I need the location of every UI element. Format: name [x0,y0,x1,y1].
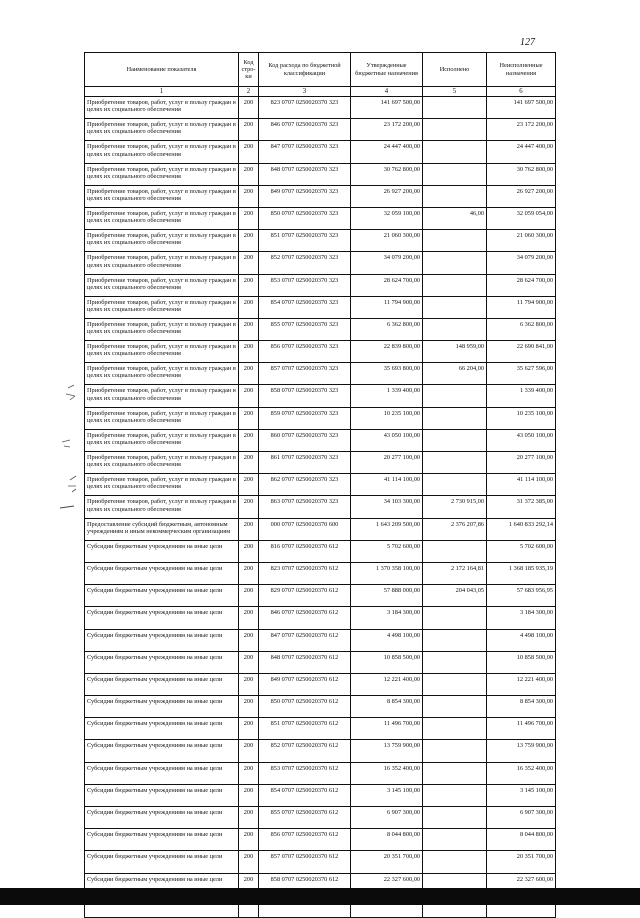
cell-unexecuted: 13 759 900,00 [487,740,556,762]
cell-unexecuted: 23 172 200,00 [487,119,556,141]
cell-unexecuted: 8 854 300,00 [487,696,556,718]
cell-line-code: 200 [239,207,259,229]
cell-executed [423,274,487,296]
cell-expense-code: 850 0707 0250020370 612 [259,696,351,718]
cell-approved: 3 145 100,00 [351,784,423,806]
cell-unexecuted: 6 362 800,00 [487,318,556,340]
cell-executed: 204 043,05 [423,585,487,607]
cell-name: Субсидии бюджетным учреждениям на иные цели [85,673,239,695]
cell-executed: 46,00 [423,207,487,229]
cell-line-code: 200 [239,385,259,407]
cell-name: Субсидии бюджетным учреждениям на иные цели [85,784,239,806]
table-row [85,851,556,873]
cell-unexecuted: 10 235 100,00 [487,407,556,429]
table-row [85,718,556,740]
cell-line-code: 200 [239,629,259,651]
table-row [85,318,556,340]
cell-expense-code: 848 0707 0250020370 323 [259,163,351,185]
table-body [85,97,556,918]
cell-line-code: 200 [239,562,259,584]
header-row [85,53,556,87]
cell-unexecuted: 20 277 100,00 [487,452,556,474]
cell-unexecuted: 24 447 400,00 [487,141,556,163]
cell-expense-code: 857 0707 0250020370 612 [259,851,351,873]
cell-unexecuted: 43 050 100,00 [487,429,556,451]
table-row [85,696,556,718]
cell-executed [423,119,487,141]
cell-unexecuted: 8 044 800,00 [487,829,556,851]
cell-unexecuted: 28 624 700,00 [487,274,556,296]
cell-name: Субсидии бюджетным учреждениям на иные цели [85,829,239,851]
cell-unexecuted: 1 339 400,00 [487,385,556,407]
cell-line-code: 200 [239,851,259,873]
cell-executed [423,540,487,562]
cell-approved: 35 693 800,00 [351,363,423,385]
cell-unexecuted: 41 114 100,00 [487,474,556,496]
cell-name: Субсидии бюджетным учреждениям на иные цели [85,585,239,607]
cell-expense-code: 846 0707 0250020370 612 [259,607,351,629]
cell-line-code: 200 [239,762,259,784]
cell-line-code: 200 [239,496,259,518]
cell-unexecuted: 22 690 841,00 [487,341,556,363]
cell-name: Субсидии бюджетным учреждениям на иные цели [85,851,239,873]
cell-unexecuted: 6 907 300,00 [487,807,556,829]
cell-executed: 148 959,00 [423,341,487,363]
cell-executed [423,407,487,429]
cell-name: Приобретение товаров, работ, услуг в пользу граждан в целях их социального обеспечения [85,385,239,407]
cell-executed [423,230,487,252]
table-row [85,474,556,496]
cell-executed [423,718,487,740]
column-number: 1 [85,87,239,97]
cell-name: Приобретение товаров, работ, услуг в пользу граждан в целях их социального обеспечения [85,363,239,385]
cell-approved: 3 184 300,00 [351,607,423,629]
cell-line-code: 200 [239,141,259,163]
cell-expense-code: 851 0707 0250020370 323 [259,230,351,252]
cell-unexecuted: 4 498 100,00 [487,629,556,651]
cell-unexecuted: 26 927 200,00 [487,185,556,207]
table-row [85,252,556,274]
column-number: 6 [487,87,556,97]
cell-name: Субсидии бюджетным учреждениям на иные цели [85,562,239,584]
cell-unexecuted: 3 184 300,00 [487,607,556,629]
cell-line-code: 200 [239,274,259,296]
cell-name: Субсидии бюджетным учреждениям на иные цели [85,607,239,629]
cell-approved: 12 221 400,00 [351,673,423,695]
cell-name: Приобретение товаров, работ, услуг в пользу граждан в целях их социального обеспечения [85,274,239,296]
cell-line-code: 200 [239,696,259,718]
cell-approved: 1 370 358 100,00 [351,562,423,584]
table-row [85,207,556,229]
header-expense-code: Код расхода по бюджетной классификации [259,53,351,87]
cell-executed [423,429,487,451]
cell-line-code: 200 [239,540,259,562]
table-row [85,740,556,762]
cell-name: Приобретение товаров, работ, услуг в пользу граждан в целях их социального обеспечения [85,119,239,141]
cell-line-code: 200 [239,318,259,340]
cell-approved: 8 854 300,00 [351,696,423,718]
cell-approved: 28 624 700,00 [351,274,423,296]
cell-expense-code: 829 0707 0250020370 612 [259,585,351,607]
cell-approved: 24 447 400,00 [351,141,423,163]
cell-line-code: 200 [239,807,259,829]
cell-unexecuted: 16 352 400,00 [487,762,556,784]
cell-line-code: 200 [239,119,259,141]
cell-line-code: 200 [239,784,259,806]
table-row [85,185,556,207]
cell-expense-code: 859 0707 0250020370 323 [259,407,351,429]
cell-line-code: 200 [239,518,259,540]
table-row [85,385,556,407]
cell-line-code: 200 [239,607,259,629]
cell-expense-code: 854 0707 0250020370 323 [259,296,351,318]
scan-bottom-edge [0,888,640,905]
cell-executed [423,163,487,185]
cell-approved: 13 759 900,00 [351,740,423,762]
cell-line-code: 200 [239,718,259,740]
cell-executed: 2 172 164,81 [423,562,487,584]
cell-expense-code: 850 0707 0250020370 323 [259,207,351,229]
cell-approved: 30 762 800,00 [351,163,423,185]
table-row [85,651,556,673]
table-row [85,296,556,318]
cell-line-code: 200 [239,163,259,185]
cell-expense-code: 856 0707 0250020370 323 [259,341,351,363]
cell-executed [423,829,487,851]
cell-name: Приобретение товаров, работ, услуг в пользу граждан в целях их социального обеспечения [85,97,239,119]
cell-line-code: 200 [239,651,259,673]
cell-approved: 20 351 700,00 [351,851,423,873]
cell-name: Приобретение товаров, работ, услуг в пользу граждан в целях их социального обеспечения [85,296,239,318]
cell-unexecuted: 20 351 700,00 [487,851,556,873]
cell-unexecuted: 21 060 300,00 [487,230,556,252]
table-row [85,274,556,296]
cell-approved: 26 927 200,00 [351,185,423,207]
cell-approved: 141 697 500,00 [351,97,423,119]
table-row [85,585,556,607]
cell-name: Приобретение товаров, работ, услуг в пользу граждан в целях их социального обеспечения [85,207,239,229]
cell-expense-code: 852 0707 0250020370 612 [259,740,351,762]
cell-unexecuted: 3 145 100,00 [487,784,556,806]
cell-executed: 2 730 915,00 [423,496,487,518]
scan-artifact-marks [48,380,82,520]
cell-approved: 32 059 100,00 [351,207,423,229]
cell-name: Приобретение товаров, работ, услуг в пользу граждан в целях их социального обеспечения [85,496,239,518]
header-unexecuted: Неисполненные назначения [487,53,556,87]
cell-approved: 4 498 100,00 [351,629,423,651]
column-number: 2 [239,87,259,97]
cell-name: Приобретение товаров, работ, услуг в пользу граждан в целях их социального обеспечения [85,474,239,496]
cell-approved: 1 643 209 500,00 [351,518,423,540]
table-row [85,429,556,451]
column-number: 3 [259,87,351,97]
cell-name: Субсидии бюджетным учреждениям на иные цели [85,696,239,718]
column-number: 5 [423,87,487,97]
cell-executed [423,651,487,673]
table-row [85,518,556,540]
header-approved: Утвержденные бюджетные назначения [351,53,423,87]
cell-line-code: 200 [239,585,259,607]
cell-approved: 5 702 600,00 [351,540,423,562]
cell-expense-code: 855 0707 0250020370 612 [259,807,351,829]
table-row [85,496,556,518]
cell-unexecuted: 22 327 600,00 [487,873,556,895]
cell-line-code: 200 [239,829,259,851]
cell-approved: 23 172 200,00 [351,119,423,141]
cell-executed [423,252,487,274]
cell-executed [423,607,487,629]
cell-expense-code: 862 0707 0250020370 323 [259,474,351,496]
cell-name: Приобретение товаров, работ, услуг в пользу граждан в целях их социального обеспечения [85,141,239,163]
cell-name: Приобретение товаров, работ, услуг в пользу граждан в целях их социального обеспечения [85,163,239,185]
cell-line-code: 200 [239,407,259,429]
cell-expense-code: 853 0707 0250020370 323 [259,274,351,296]
cell-executed [423,97,487,119]
budget-execution-table [84,52,556,918]
cell-executed [423,629,487,651]
cell-approved: 34 103 300,00 [351,496,423,518]
cell-expense-code: 816 0707 0250020370 612 [259,540,351,562]
cell-executed [423,452,487,474]
cell-executed [423,673,487,695]
cell-executed [423,851,487,873]
cell-executed [423,474,487,496]
cell-line-code: 200 [239,474,259,496]
cell-name: Субсидии бюджетным учреждениям на иные цели [85,540,239,562]
table-row [85,762,556,784]
table-row [85,562,556,584]
header-line-code: Код стро-ки [239,53,259,87]
table-row [85,119,556,141]
cell-executed [423,185,487,207]
cell-expense-code: 857 0707 0250020370 323 [259,363,351,385]
cell-approved: 6 362 800,00 [351,318,423,340]
cell-expense-code: 861 0707 0250020370 323 [259,452,351,474]
cell-unexecuted: 32 059 054,00 [487,207,556,229]
cell-approved: 57 888 000,00 [351,585,423,607]
table-row [85,341,556,363]
cell-approved: 11 794 900,00 [351,296,423,318]
table-row [85,163,556,185]
cell-approved: 20 277 100,00 [351,452,423,474]
cell-unexecuted: 31 372 385,00 [487,496,556,518]
cell-line-code: 200 [239,252,259,274]
cell-expense-code: 858 0707 0250020370 323 [259,385,351,407]
table-row [85,363,556,385]
cell-line-code: 200 [239,296,259,318]
cell-executed [423,762,487,784]
column-number: 4 [351,87,423,97]
table-row [85,97,556,119]
cell-unexecuted: 11 794 900,00 [487,296,556,318]
cell-approved: 34 079 200,00 [351,252,423,274]
column-number-row [85,87,556,97]
cell-name: Приобретение товаров, работ, услуг в пользу граждан в целях их социального обеспечения [85,452,239,474]
cell-expense-code: 854 0707 0250020370 612 [259,784,351,806]
cell-name: Приобретение товаров, работ, услуг в пользу граждан в целях их социального обеспечения [85,429,239,451]
cell-expense-code: 849 0707 0250020370 323 [259,185,351,207]
table-row [85,629,556,651]
cell-name: Предоставление субсидий бюджетным, автономным учреждениям и иным некоммерческим организациям [85,518,239,540]
cell-name: Приобретение товаров, работ, услуг в пользу граждан в целях их социального обеспечения [85,318,239,340]
cell-name: Приобретение товаров, работ, услуг в пользу граждан в целях их социального обеспечения [85,252,239,274]
cell-unexecuted: 12 221 400,00 [487,673,556,695]
cell-approved: 8 044 800,00 [351,829,423,851]
cell-approved: 10 858 500,00 [351,651,423,673]
cell-executed [423,807,487,829]
header-executed: Исполнено [423,53,487,87]
cell-expense-code: 849 0707 0250020370 612 [259,673,351,695]
cell-unexecuted: 34 079 200,00 [487,252,556,274]
cell-name: Субсидии бюджетным учреждениям на иные цели [85,629,239,651]
cell-executed [423,784,487,806]
cell-name: Субсидии бюджетным учреждениям на иные цели [85,718,239,740]
cell-name: Субсидии бюджетным учреждениям на иные цели [85,651,239,673]
cell-line-code: 200 [239,363,259,385]
cell-expense-code: 823 0707 0250020370 323 [259,97,351,119]
cell-approved: 21 060 300,00 [351,230,423,252]
cell-approved: 22 839 800,00 [351,341,423,363]
cell-name: Приобретение товаров, работ, услуг в пользу граждан в целях их социального обеспечения [85,341,239,363]
cell-unexecuted: 1 368 185 935,19 [487,562,556,584]
table-row [85,673,556,695]
cell-line-code: 200 [239,429,259,451]
cell-expense-code: 858 0707 0250020370 612 [259,873,351,895]
cell-expense-code: 863 0707 0250020370 323 [259,496,351,518]
cell-expense-code: 856 0707 0250020370 612 [259,829,351,851]
cell-expense-code: 855 0707 0250020370 323 [259,318,351,340]
table-row [85,829,556,851]
cell-executed [423,141,487,163]
cell-unexecuted: 1 640 833 292,14 [487,518,556,540]
header-name: Наименование показателя [85,53,239,87]
cell-approved: 41 114 100,00 [351,474,423,496]
cell-unexecuted: 35 627 596,00 [487,363,556,385]
cell-name: Субсидии бюджетным учреждениям на иные цели [85,873,239,895]
cell-executed [423,740,487,762]
cell-approved: 16 352 400,00 [351,762,423,784]
table-row [85,141,556,163]
cell-name: Приобретение товаров, работ, услуг в пользу граждан в целях их социального обеспечения [85,230,239,252]
cell-name: Субсидии бюджетным учреждениям на иные цели [85,762,239,784]
cell-expense-code: 851 0707 0250020370 612 [259,718,351,740]
table-row [85,784,556,806]
cell-expense-code: 852 0707 0250020370 323 [259,252,351,274]
cell-name: Субсидии бюджетным учреждениям на иные цели [85,740,239,762]
cell-executed [423,385,487,407]
cell-line-code: 200 [239,230,259,252]
cell-line-code: 200 [239,97,259,119]
cell-executed [423,696,487,718]
cell-line-code: 200 [239,185,259,207]
cell-expense-code: 847 0707 0250020370 323 [259,141,351,163]
cell-line-code: 200 [239,452,259,474]
cell-unexecuted: 11 496 700,00 [487,718,556,740]
cell-executed: 66 204,00 [423,363,487,385]
cell-approved: 22 327 600,00 [351,873,423,895]
table-row [85,407,556,429]
table-row [85,607,556,629]
cell-expense-code: 000 0707 0250020370 600 [259,518,351,540]
cell-unexecuted: 30 762 800,00 [487,163,556,185]
cell-name: Приобретение товаров, работ, услуг в пользу граждан в целях их социального обеспечения [85,185,239,207]
cell-executed [423,318,487,340]
cell-approved: 10 235 100,00 [351,407,423,429]
cell-line-code: 200 [239,673,259,695]
cell-expense-code: 848 0707 0250020370 612 [259,651,351,673]
cell-executed [423,296,487,318]
cell-expense-code: 847 0707 0250020370 612 [259,629,351,651]
table-row [85,452,556,474]
cell-unexecuted: 57 683 956,95 [487,585,556,607]
cell-approved: 11 496 700,00 [351,718,423,740]
table-row [85,540,556,562]
cell-unexecuted: 5 702 600,00 [487,540,556,562]
cell-approved: 1 339 400,00 [351,385,423,407]
cell-executed: 2 376 207,86 [423,518,487,540]
cell-line-code: 200 [239,341,259,363]
cell-expense-code: 860 0707 0250020370 323 [259,429,351,451]
cell-approved: 43 050 100,00 [351,429,423,451]
cell-unexecuted: 141 697 500,00 [487,97,556,119]
cell-expense-code: 846 0707 0250020370 323 [259,119,351,141]
cell-expense-code: 853 0707 0250020370 612 [259,762,351,784]
cell-expense-code: 823 0707 0250020370 612 [259,562,351,584]
page-number: 127 [520,37,535,48]
table-row [85,807,556,829]
cell-name: Приобретение товаров, работ, услуг в пользу граждан в целях их социального обеспечения [85,407,239,429]
cell-line-code: 200 [239,740,259,762]
cell-approved: 6 907 300,00 [351,807,423,829]
cell-name: Субсидии бюджетным учреждениям на иные цели [85,807,239,829]
cell-line-code: 200 [239,873,259,895]
table-row [85,230,556,252]
cell-unexecuted: 10 858 500,00 [487,651,556,673]
